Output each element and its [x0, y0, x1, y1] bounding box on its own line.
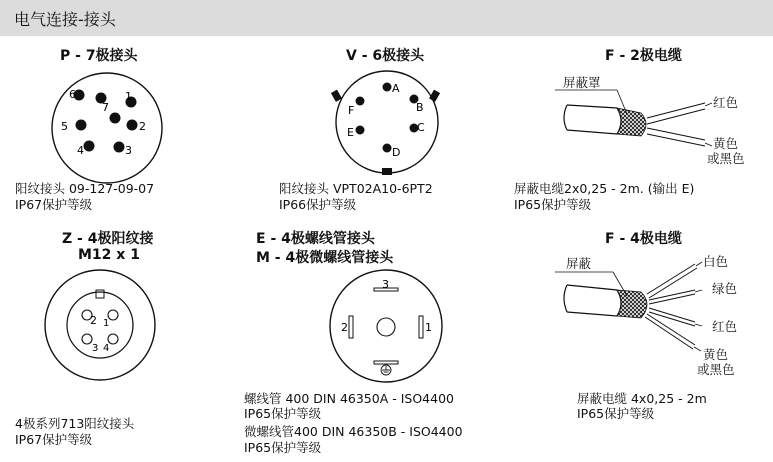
v6-caption-2: IP66保护等级 — [279, 197, 357, 212]
p7-pin-2: 2 — [139, 120, 146, 133]
f4-wire-black: 或黑色 — [697, 362, 735, 377]
v6-pin-d: D — [392, 146, 401, 159]
f2-wire-black: 或黑色 — [707, 151, 745, 166]
p7-pin-1: 1 — [125, 90, 132, 103]
f4-wire-green: 绿色 — [712, 281, 738, 296]
z4-pin-3: 3 — [92, 343, 99, 354]
p7-pin-5: 5 — [61, 120, 68, 133]
z4-pin-2: 2 — [90, 314, 97, 327]
f2-caption-1: 屏蔽电缆2x0,25 - 2m. (输出 E) — [514, 181, 695, 196]
z4-pin-4: 4 — [103, 343, 110, 354]
f4-wire-white: 白色 — [703, 254, 729, 269]
em-caption-2: IP65保护等级 — [244, 406, 322, 421]
f4-wire-yellow: 黄色 — [703, 347, 729, 362]
f2-shield-label: 屏蔽罩 — [563, 75, 601, 90]
v6-title: V - 6极接头 — [346, 48, 425, 64]
z4-subtitle: M12 x 1 — [78, 247, 140, 263]
v6-pin-b: B — [416, 101, 424, 114]
em-caption-3: 微螺线管400 DIN 46350B - ISO4400 — [244, 424, 463, 439]
z4-pin-1: 1 — [103, 318, 110, 329]
f4-caption-2: IP65保护等级 — [577, 406, 655, 421]
z4-title: Z - 4极阳纹接 — [62, 231, 154, 247]
em-caption-4: IP65保护等级 — [244, 440, 322, 455]
v6-pin-f: F — [348, 104, 355, 117]
f2-caption-2: IP65保护等级 — [514, 197, 592, 212]
p7-connector-diagram — [47, 70, 167, 186]
f4-shield-label: 屏蔽 — [566, 256, 592, 271]
p7-pin-7: 7 — [102, 101, 109, 114]
p7-caption-2: IP67保护等级 — [15, 197, 93, 212]
em-title-2: M - 4极微螺线管接头 — [256, 250, 394, 266]
em-connector-diagram — [327, 268, 445, 384]
v6-pin-a: A — [392, 82, 400, 95]
z4-caption-1: 4极系列713阳纹接头 — [15, 416, 135, 431]
f2-title: F - 2极电缆 — [605, 48, 682, 64]
f2-wire-red: 红色 — [713, 95, 739, 110]
z4-caption-2: IP67保护等级 — [15, 432, 93, 447]
f4-caption-1: 屏蔽电缆 4x0,25 - 2m — [577, 391, 707, 406]
f2-wire-yellow: 黄色 — [713, 136, 739, 151]
v6-pin-c: C — [417, 121, 425, 134]
f4-wire-red: 红色 — [712, 319, 738, 334]
section-header — [0, 0, 773, 36]
em-pin-3: 3 — [382, 278, 389, 291]
v6-pin-e: E — [347, 126, 354, 139]
f4-title: F - 4极电缆 — [605, 231, 682, 247]
p7-pin-4: 4 — [77, 144, 84, 157]
em-pin-1: 1 — [425, 321, 432, 334]
z4-connector-diagram — [40, 268, 160, 382]
em-caption-1: 螺线管 400 DIN 46350A - ISO4400 — [244, 391, 454, 406]
ground-icon — [381, 365, 391, 375]
p7-pin-3: 3 — [125, 144, 132, 157]
em-pin-2: 2 — [341, 321, 348, 334]
v6-connector-diagram — [331, 68, 443, 176]
p7-caption-1: 阳纹接头 09-127-09-07 — [15, 181, 155, 196]
section-title: 电气连接-接头 — [14, 10, 116, 29]
p7-title: P - 7极接头 — [60, 48, 138, 64]
em-title-1: E - 4极螺线管接头 — [256, 231, 375, 247]
p7-pin-6: 6 — [69, 88, 76, 101]
v6-caption-1: 阳纹接头 VPT02A10-6PT2 — [279, 181, 433, 196]
